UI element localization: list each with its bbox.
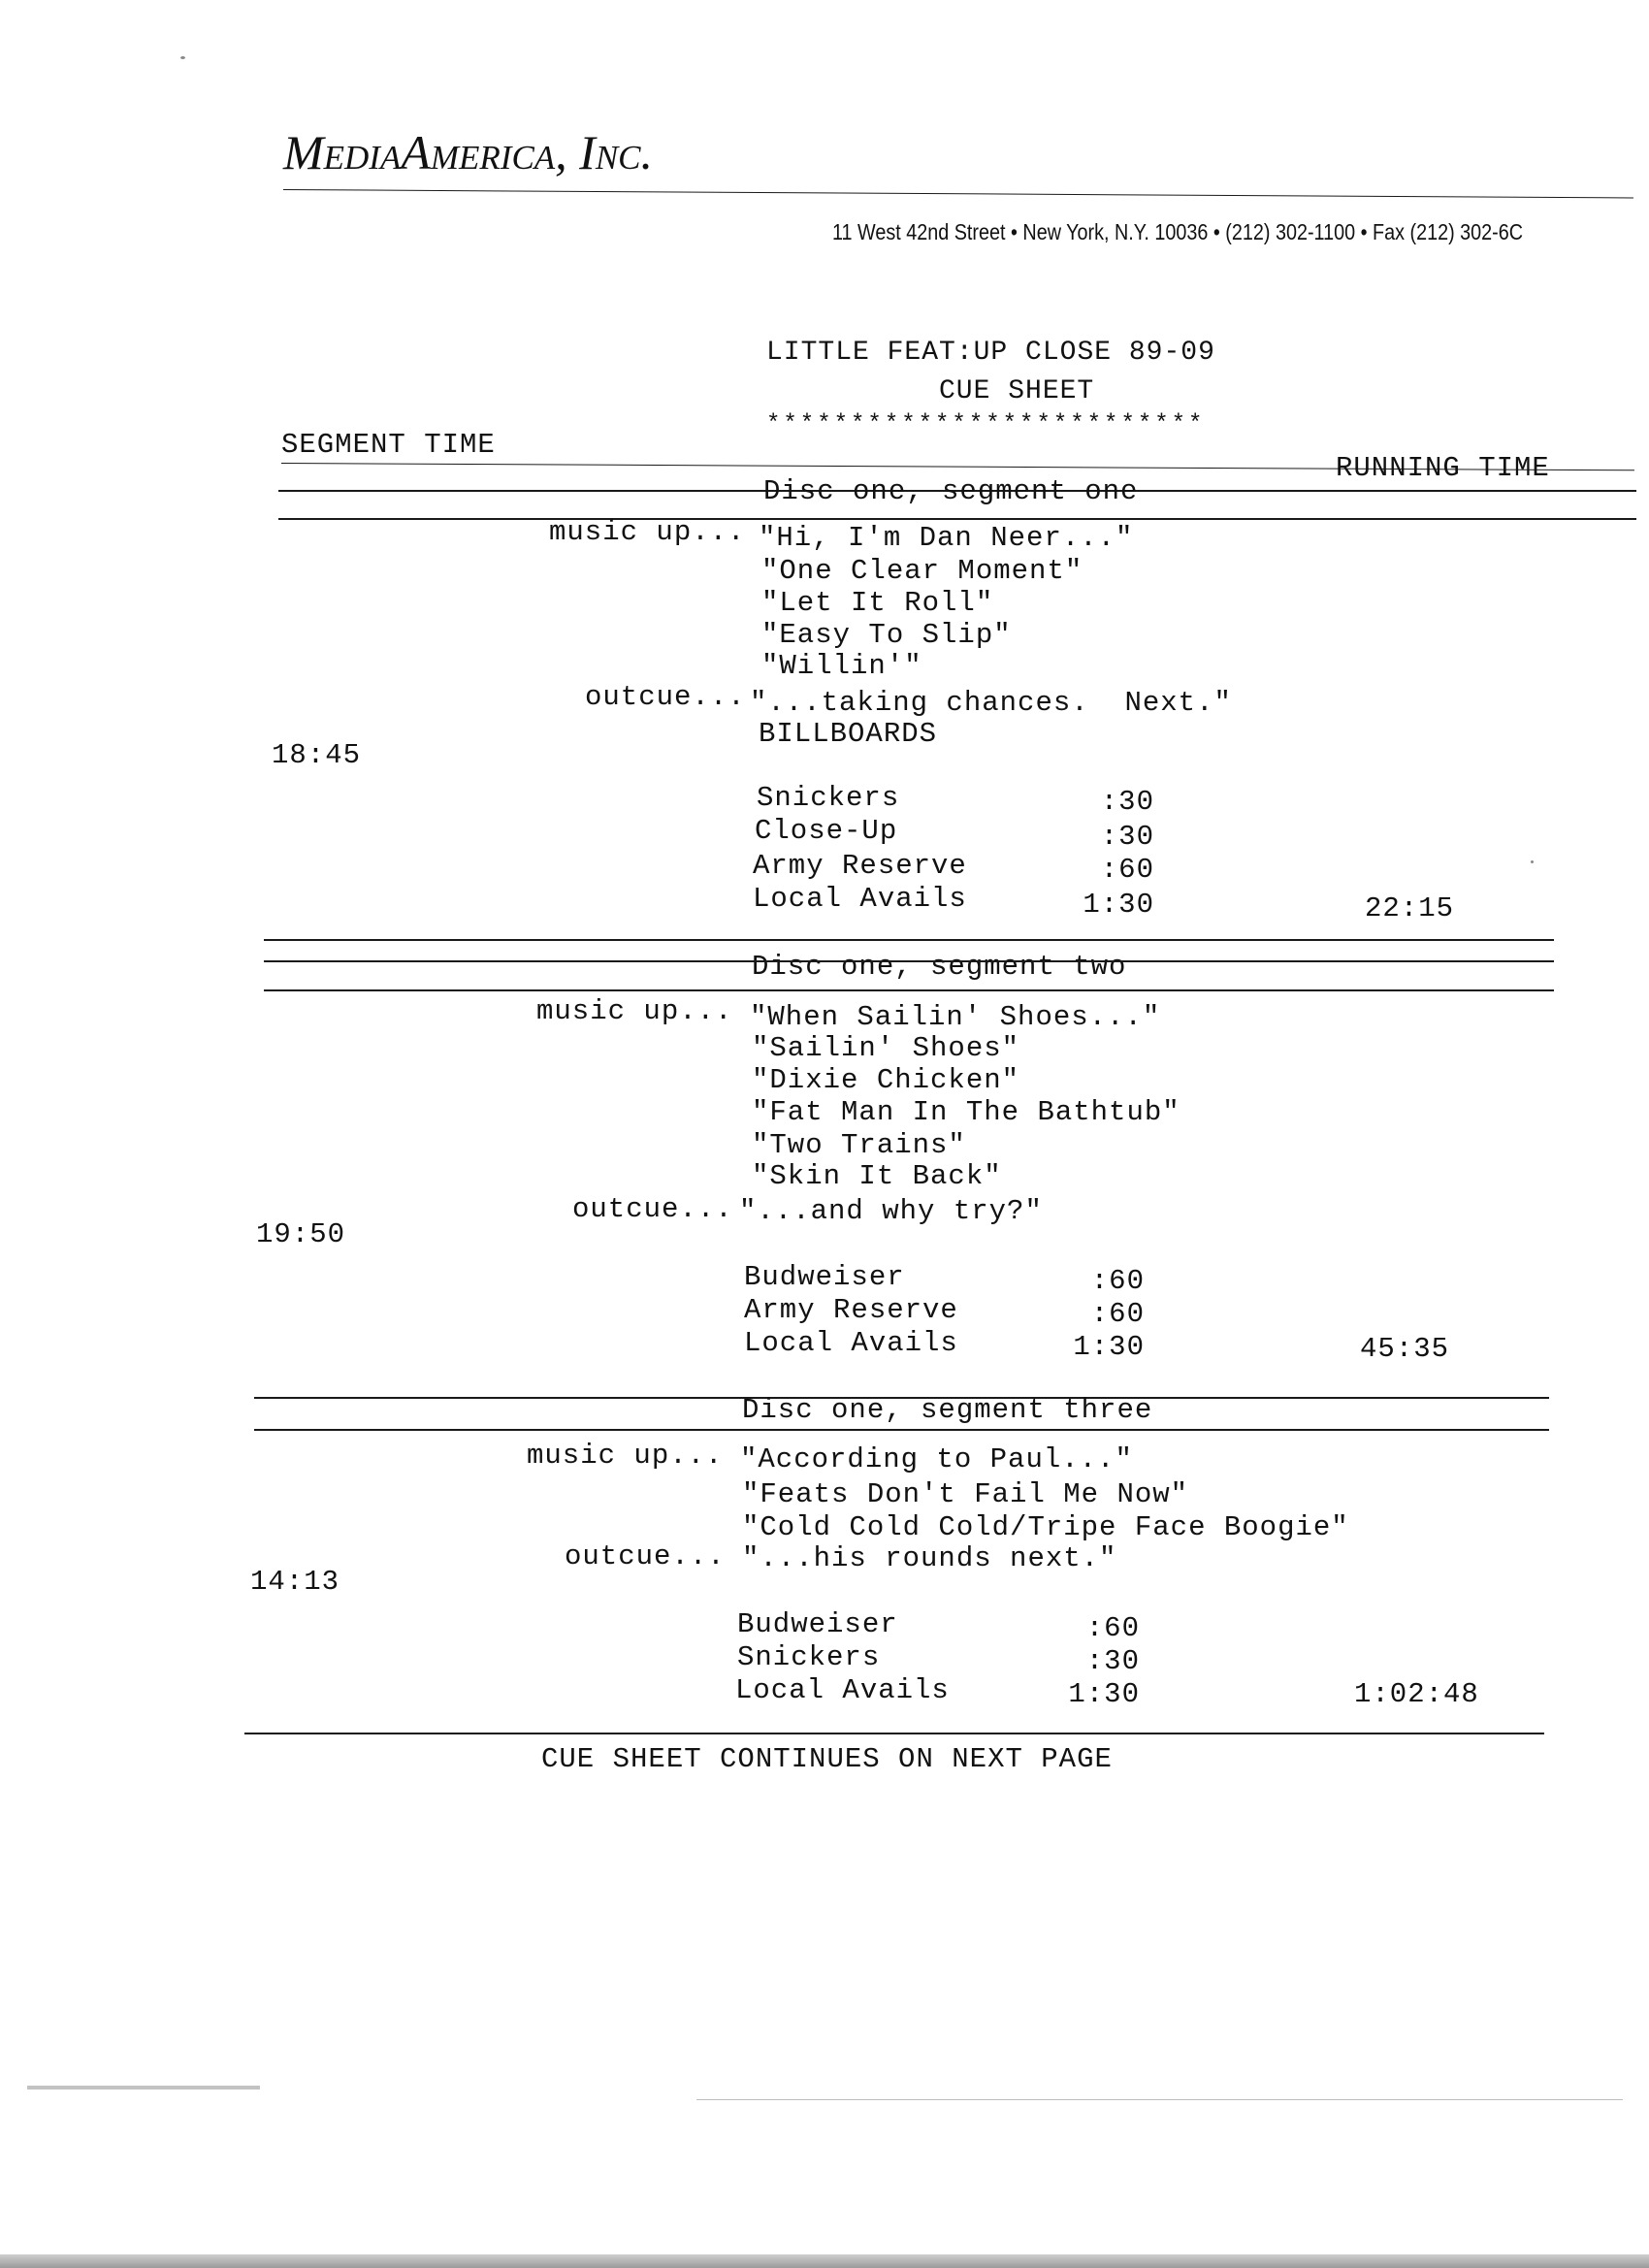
segment-one-song: "Willin'"	[761, 650, 922, 682]
segment-one-music-up-label: music up...	[549, 516, 746, 548]
segment-three-music-up-text: "According to Paul..."	[740, 1443, 1133, 1475]
segment-one-ad-length: :60	[1100, 854, 1154, 886]
segment-one-heading-rule	[278, 518, 1636, 520]
segment-three-ad-name: Local Avails	[735, 1674, 950, 1706]
scan-line	[696, 2099, 1623, 2100]
segment-three-ad-name: Snickers	[737, 1641, 881, 1673]
segment-one-ad-name: Local Avails	[753, 883, 967, 915]
continues-note: CUE SHEET CONTINUES ON NEXT PAGE	[541, 1743, 1113, 1775]
scan-speck	[1531, 860, 1534, 863]
scan-edge	[0, 2254, 1649, 2268]
segment-two-running-time: 45:35	[1360, 1333, 1450, 1365]
segment-one-song: "One Clear Moment"	[761, 555, 1083, 587]
document-subtitle: CUE SHEET	[939, 376, 1095, 406]
segment-two-song: "Dixie Chicken"	[752, 1064, 1020, 1096]
segment-one-running-time: 22:15	[1365, 892, 1455, 924]
segment-two-ad-length: :60	[1090, 1265, 1145, 1297]
segment-two-music-up-text: "When Sailin' Shoes..."	[750, 1001, 1161, 1033]
segment-two-ad-length: :60	[1090, 1298, 1145, 1330]
segment-two-music-up-label: music up...	[536, 995, 733, 1027]
segment-one-ad-length: :30	[1100, 821, 1154, 853]
segment-three-ad-length: :30	[1085, 1645, 1140, 1677]
segment-three-song: "Feats Don't Fail Me Now"	[742, 1478, 1189, 1510]
segment-three-running-time: 1:02:48	[1354, 1678, 1479, 1710]
segment-three-heading-rule	[254, 1429, 1549, 1431]
segment-three-ad-length: :60	[1085, 1612, 1140, 1644]
running-time-label: RUNNING TIME	[1336, 452, 1550, 484]
scan-smudge	[27, 2086, 260, 2090]
program-title: LITTLE FEAT:UP CLOSE 89-09	[766, 338, 1215, 368]
segment-three-segment-time: 14:13	[250, 1566, 340, 1598]
segment-time-label: SEGMENT TIME	[281, 429, 496, 461]
segment-one-ad-length: 1:30	[1083, 889, 1154, 921]
footer-rule	[244, 1733, 1544, 1734]
scan-speck	[180, 56, 185, 59]
segment-two-ad-name: Local Avails	[744, 1327, 958, 1359]
segment-one-ad-name: Snickers	[757, 782, 900, 814]
segment-one-ad-length: :30	[1100, 786, 1154, 818]
segment-three-ad-name: Budweiser	[737, 1608, 898, 1640]
segment-three-song: "Cold Cold Cold/Tripe Face Boogie"	[742, 1511, 1349, 1543]
segment-one-segment-time: 18:45	[272, 739, 362, 771]
segment-three-music-up-label: music up...	[527, 1440, 724, 1472]
segment-one-ad-name: Army Reserve	[753, 850, 967, 882]
company-address: 11 West 42nd Street • New York, N.Y. 10036 • (212) 302-1100 • Fax (212) 302-6C	[832, 219, 1524, 244]
segment-one-note: BILLBOARDS	[759, 718, 938, 750]
segment-two-song: "Two Trains"	[752, 1129, 966, 1161]
segment-one-song: "Easy To Slip"	[761, 619, 1012, 651]
segment-two-ad-name: Army Reserve	[744, 1294, 958, 1326]
segment-two-outcue-text: "...and why try?"	[739, 1195, 1043, 1227]
segment-two-heading: Disc one, segment two	[752, 951, 1127, 983]
segment-two-ad-name: Budweiser	[744, 1261, 905, 1293]
segment-one-music-up-text: "Hi, I'm Dan Neer..."	[759, 522, 1134, 554]
segment-three-outcue-text: "...his rounds next."	[742, 1542, 1117, 1574]
segment-one-heading: Disc one, segment one	[763, 475, 1139, 507]
company-logo: MediaAmerica, Inc.	[283, 125, 654, 179]
segment-two-top-rule	[264, 939, 1554, 941]
segment-one-song: "Let It Roll"	[761, 587, 994, 619]
segment-three-ad-length: 1:30	[1068, 1678, 1140, 1710]
segment-two-outcue-label: outcue...	[572, 1193, 733, 1225]
segment-two-segment-time: 19:50	[256, 1218, 346, 1250]
segment-one-outcue-label: outcue...	[585, 681, 746, 713]
segment-two-song: "Sailin' Shoes"	[752, 1032, 1020, 1064]
letterhead-divider	[283, 189, 1633, 199]
stars-divider: **************************	[766, 411, 1206, 437]
segment-one-ad-name: Close-Up	[755, 815, 898, 847]
segment-two-song: "Skin It Back"	[752, 1160, 1002, 1192]
segment-two-ad-length: 1:30	[1073, 1331, 1145, 1363]
segment-three-outcue-label: outcue...	[565, 1540, 726, 1572]
segment-one-outcue-text: "...taking chances. Next."	[750, 687, 1232, 719]
segment-two-heading-rule	[264, 960, 1554, 962]
segment-three-heading: Disc one, segment three	[742, 1394, 1153, 1426]
segment-two-sub-rule	[264, 989, 1554, 991]
segment-two-song: "Fat Man In The Bathtub"	[752, 1096, 1180, 1128]
